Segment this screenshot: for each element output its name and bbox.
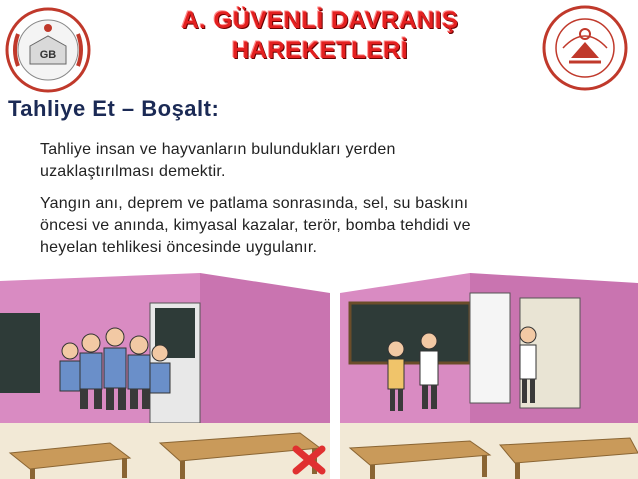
school-emblem-icon (4, 6, 92, 94)
paragraph-line: heyelan tehlikesi öncesinde uygulanır. (40, 239, 318, 256)
page-title (120, 6, 520, 66)
logo-center-text: GB (39, 49, 57, 61)
paragraph-line: uzaklaştırılması demektir. (40, 163, 226, 180)
ministry-of-education-emblem-icon (541, 4, 629, 92)
definition-paragraph (40, 139, 620, 183)
title-line-2: HAREKETLERİ (231, 37, 409, 64)
crowded-evacuation-wrong-icon (0, 273, 330, 479)
section-heading: Tahliye Et – Boşalt: (8, 96, 220, 121)
evacuation-illustration (0, 273, 638, 479)
usage-paragraph (40, 193, 620, 259)
paragraph-line: Tahliye insan ve hayvanların bulundukları yerden (40, 141, 396, 158)
orderly-evacuation-correct-icon (340, 273, 638, 479)
paragraph-line: Yangın anı, deprem ve patlama sonrasında, sel, su baskını (40, 195, 469, 212)
paragraph-line: öncesi ve anında, kimyasal kazalar, terör, bomba tehdidi ve (40, 217, 471, 234)
title-line-1: A. GÜVENLİ DAVRANIŞ (181, 7, 459, 34)
